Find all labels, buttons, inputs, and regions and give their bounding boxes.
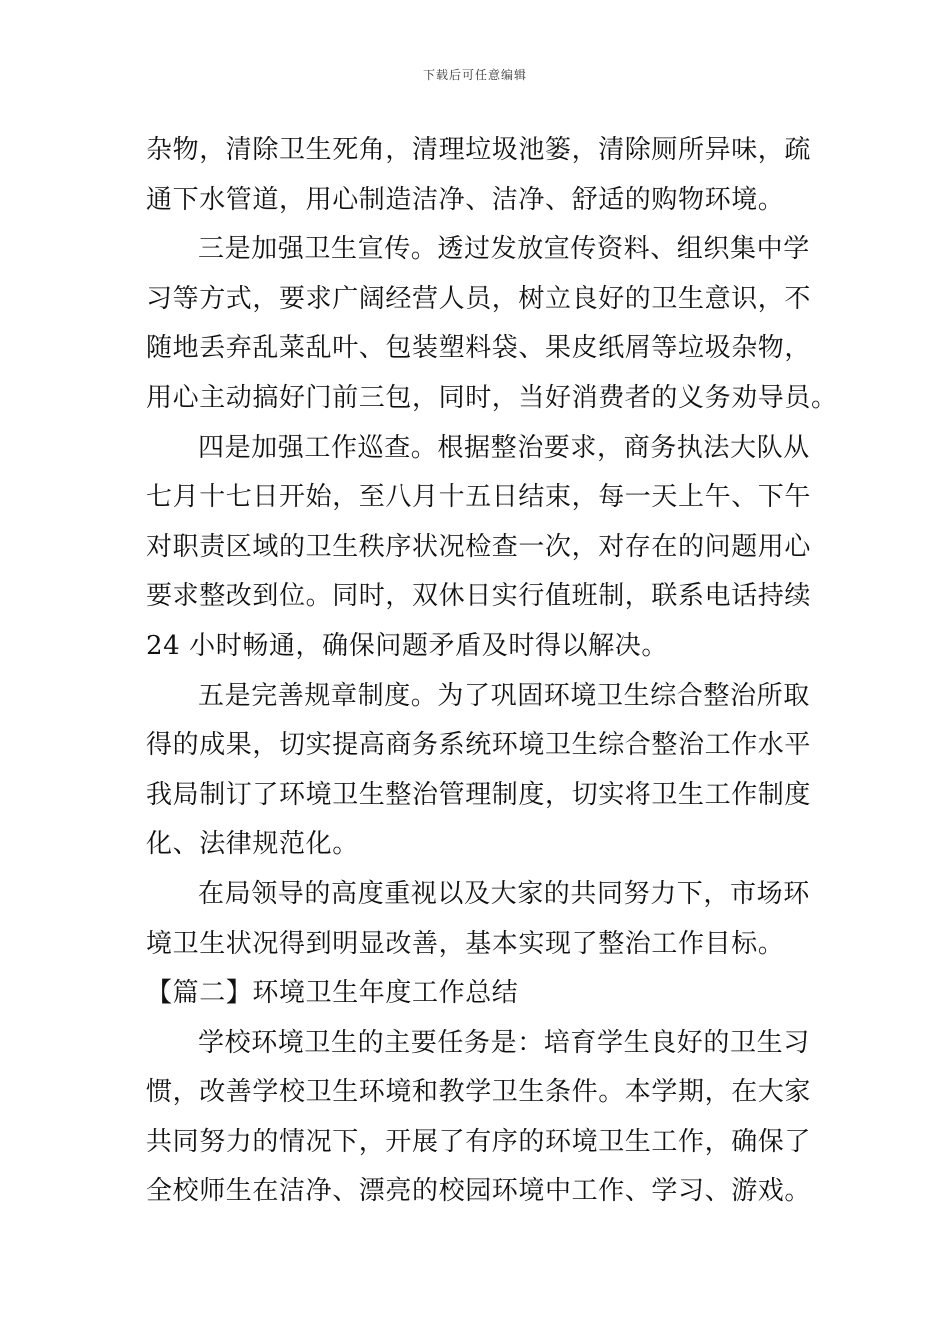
paragraph-start-line: 四是加强工作巡查。根据整治要求，商务执法大队从 (198, 432, 810, 463)
section-heading: 【篇二】环境卫生年度工作总结 (146, 978, 519, 1009)
text-line: 全校师生在洁净、漂亮的校园环境中工作、学习、游戏。 (146, 1176, 812, 1207)
paragraph-start-line: 学校环境卫生的主要任务是：培育学生良好的卫生习 (198, 1027, 810, 1058)
text-line: 境卫生状况得到明显改善，基本实现了整治工作目标。 (146, 928, 785, 959)
text-line: 七月十七日开始，至八月十五日结束，每一天上午、下午 (146, 482, 812, 513)
text-line: 24 小时畅通，确保问题矛盾及时得以解决。 (146, 630, 668, 661)
text-line: 用心主动搞好门前三包，同时，当好消费者的义务劝导员。 (146, 382, 838, 413)
paragraph-start-line: 在局领导的高度重视以及大家的共同努力下，市场环 (198, 878, 810, 909)
text-line: 习等方式，要求广阔经营人员，树立良好的卫生意识，不 (146, 283, 812, 314)
text-line: 共同努力的情况下，开展了有序的环境卫生工作，确保了 (146, 1126, 812, 1157)
text-line: 化、法律规范化。 (146, 829, 359, 860)
document-body (146, 126, 838, 1217)
text-line: 通下水管道，用心制造洁净、洁净、舒适的购物环境。 (146, 184, 785, 215)
text-line: 随地丢弃乱菜乱叶、包装塑料袋、果皮纸屑等垃圾杂物， (146, 333, 812, 364)
text-line: 杂物，清除卫生死角，清理垃圾池篓，清除厕所异味，疏 (146, 135, 812, 165)
paragraph-start-line: 五是完善规章制度。为了巩固环境卫生综合整治所取 (198, 680, 810, 711)
text-line: 对职责区域的卫生秩序状况检查一次，对存在的问题用心 (146, 531, 812, 562)
text-line: 得的成果，切实提高商务系统环境卫生综合整治工作水平 (146, 730, 812, 761)
download-note: 下载后可任意编辑 (422, 68, 527, 82)
text-line: 我局制订了环境卫生整治管理制度，切实将卫生工作制度 (146, 779, 812, 810)
text-line: 要求整改到位。同时，双休日实行值班制，联系电话持续 (146, 581, 812, 612)
text-line: 惯，改善学校卫生环境和教学卫生条件。本学期，在大家 (146, 1077, 812, 1108)
paragraph-start-line: 三是加强卫生宣传。透过发放宣传资料、组织集中学 (198, 234, 810, 265)
